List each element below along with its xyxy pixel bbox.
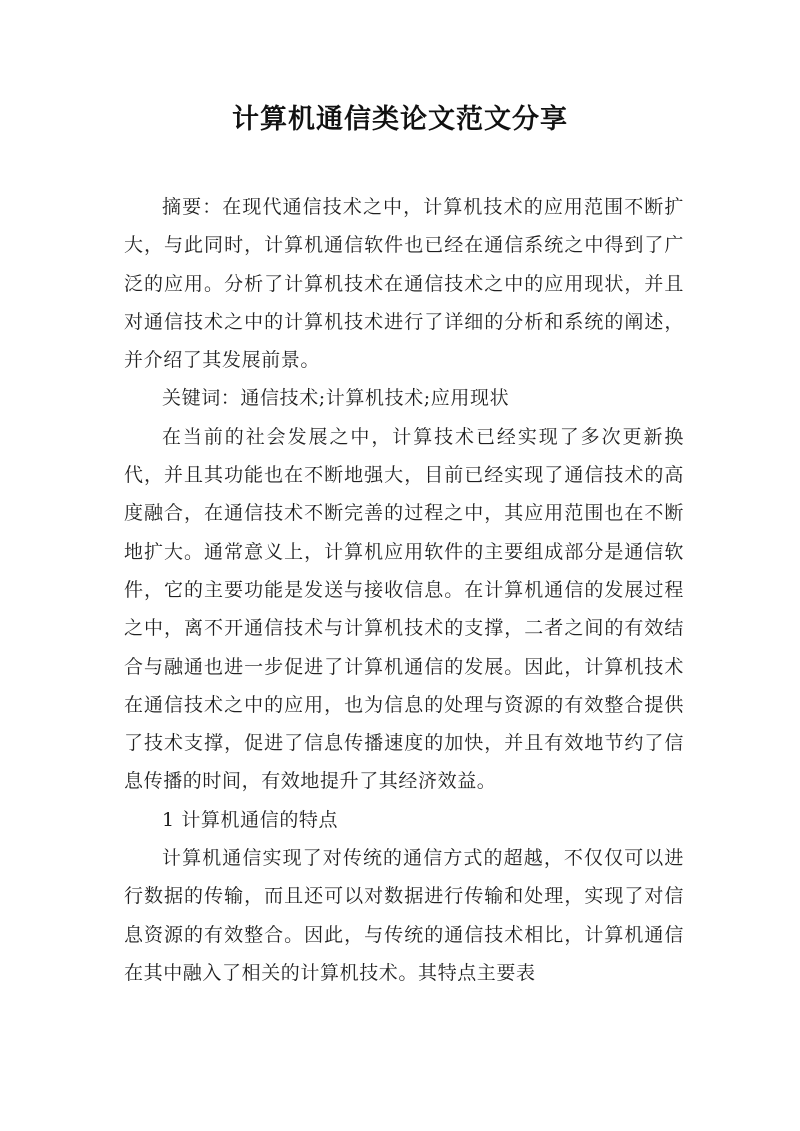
abstract-paragraph: 摘要：在现代通信技术之中，计算机技术的应用范围不断扩大，与此同时，计算机通信软件也已经在通信系统之中得到了广泛的应用。分析了计算机技术在通信技术之中的应用现状，并且对通信技术之中的计算机技术进行了详细的分析和系统的阐述，并介绍了其发展前景。: [124, 196, 684, 372]
section-paragraph: 计算机通信实现了对传统的通信方式的超越，不仅仅可以进行数据的传输，而且还可以对数据进行传输和处理，实现了对信息资源的有效整合。因此，与传统的通信技术相比，计算机通信在其中融入了相关的计算机技术。其特点主要表: [124, 847, 684, 984]
document-title: 计算机通信类论文范文分享: [232, 104, 568, 135]
intro-paragraph: 在当前的社会发展之中，计算技术已经实现了多次更新换代，并且其功能也在不断地强大，目前已经实现了通信技术的高度融合，在通信技术不断完善的过程之中，其应用范围也在不断地扩大。通常意义上，计算机应用软件的主要组成部分是通信软件，它的主要功能是发送与接收信息。在计算机通信的发展过程之中，离不开通信技术与计算机技术的支撑，二者之间的有效结合与融通也进一步促进了计算机通信的发展。因此，计算机技术在通信技术之中的应用，也为信息的处理与资源的有效整合提供了技术支撑，促进了信息传播速度的加快，并且有效地节约了信息传播的时间，有效地提升了其经济效益。: [124, 425, 684, 793]
section-heading: 1 计算机通信的特点: [162, 808, 339, 831]
document-body: [124, 188, 684, 992]
keywords-paragraph: 关键词：通信技术;计算机技术;应用现状: [162, 387, 510, 410]
